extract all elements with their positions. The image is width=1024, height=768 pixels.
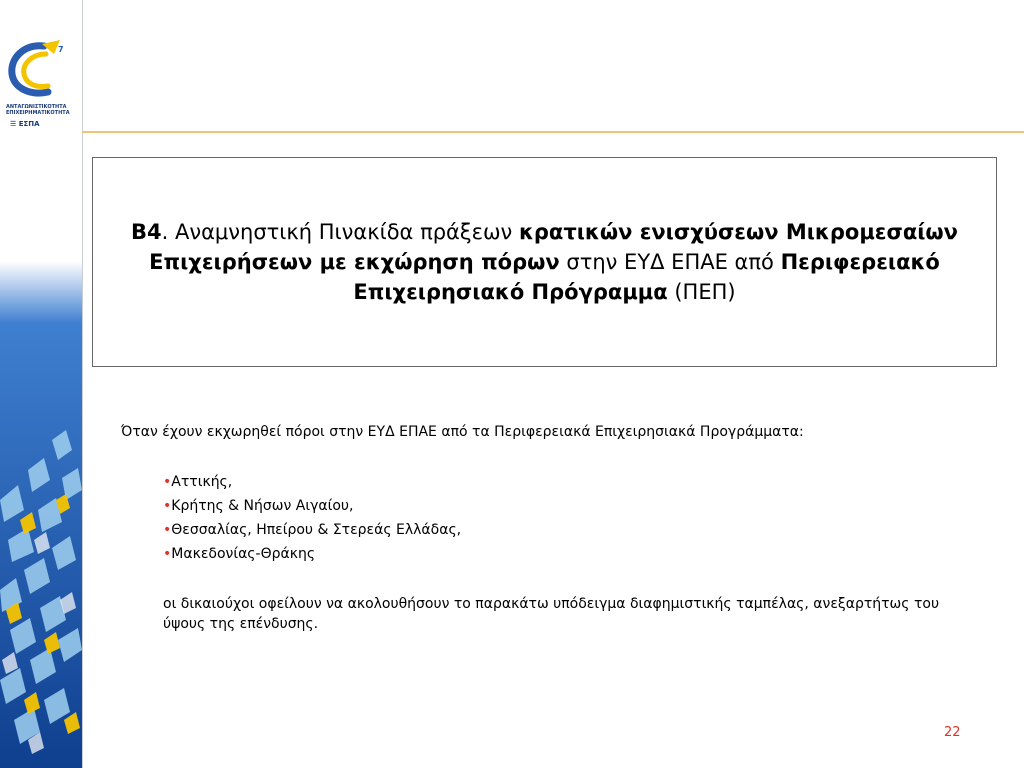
title-code: Β4 bbox=[131, 220, 162, 244]
logo-line-2: ΕΠΙΧΕΙΡΗΜΑΤΙΚΟΤΗΤΑ bbox=[6, 110, 70, 116]
side-decorative-band bbox=[0, 0, 83, 768]
bullet-icon: • bbox=[163, 546, 172, 562]
bullet-icon: • bbox=[163, 522, 172, 538]
list-item bbox=[163, 518, 963, 542]
title-plain-3: (ΠΕΠ) bbox=[667, 280, 736, 304]
title-bold-2: Περιφερειακό Επιχειρησιακό Πρόγραμμα bbox=[353, 250, 940, 304]
slide-title bbox=[125, 217, 965, 307]
title-separator: . bbox=[161, 220, 175, 244]
title-bold-1: κρατικών ενισχύσεων Μικρομεσαίων Επιχειρήσεων με εκχώρηση πόρων bbox=[149, 220, 958, 274]
closing-text: οι δικαιούχοι οφείλουν να ακολουθήσουν το παρακάτω υπόδειγμα διαφημιστικής ταμπέλας, ανεξαρτήτως του ύψους της επένδυσης. bbox=[163, 596, 940, 632]
svg-text:7: 7 bbox=[58, 45, 64, 54]
logo-line-1: ΑΝΤΑΓΩΝΙΣΤΙΚΟΤΗΤΑ bbox=[6, 104, 67, 110]
logo-caption bbox=[6, 104, 78, 116]
logo-footer-text: ΕΣΠΑ bbox=[18, 120, 40, 128]
list-item bbox=[163, 470, 963, 494]
title-box bbox=[92, 157, 997, 367]
logo-swoosh-icon bbox=[4, 38, 76, 102]
page-number: 22 bbox=[944, 725, 961, 740]
intro-text: Όταν έχουν εκχωρηθεί πόροι στην ΕΥΔ ΕΠΑΕ από τα Περιφερειακά Επιχειρησιακά Προγράμματα: bbox=[121, 424, 804, 440]
title-plain-1: Αναμνηστική Πινακίδα πράξεων bbox=[174, 220, 519, 244]
bullet-icon: • bbox=[163, 498, 172, 514]
list-item bbox=[163, 494, 963, 518]
bullet-icon: • bbox=[163, 474, 172, 490]
title-plain-2: στην ΕΥΔ ΕΠΑΕ από bbox=[559, 250, 781, 274]
eu-flag-icon: ☰ bbox=[10, 120, 17, 128]
logo-footer-mark bbox=[10, 120, 70, 140]
list-item-text: Αττικής, bbox=[171, 474, 233, 490]
region-list bbox=[163, 470, 963, 566]
list-item bbox=[163, 542, 963, 566]
list-item-text: Μακεδονίας-Θράκης bbox=[171, 546, 316, 562]
list-item-text: Θεσσαλίας, Ηπείρου & Στερεάς Ελλάδας, bbox=[171, 522, 462, 538]
list-item-text: Κρήτης & Νήσων Αιγαίου, bbox=[171, 498, 354, 514]
header-rule bbox=[82, 131, 1024, 133]
